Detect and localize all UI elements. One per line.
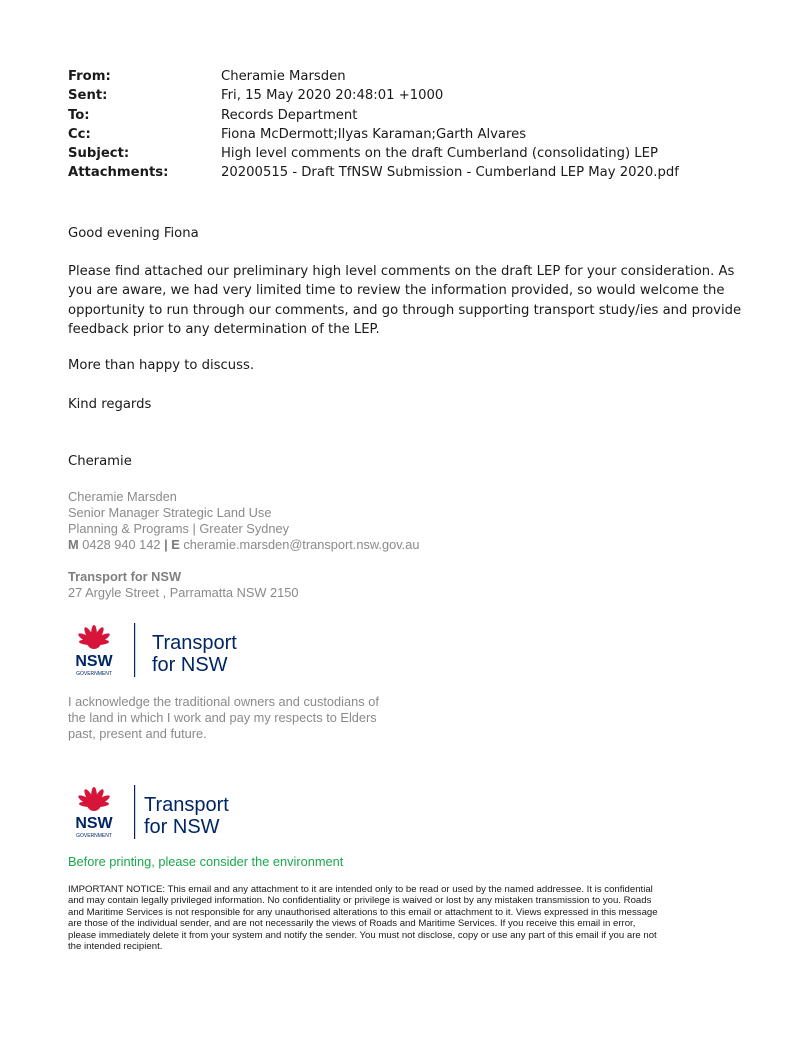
notice-line: and Maritime Services is not responsible for any unauthorised alterations to this email or attachment to it. Views expressed in this message: [68, 906, 658, 918]
signature-division: Planning & Programs | Greater Sydney: [68, 521, 289, 536]
attachment-link[interactable]: 20200515 - Draft TfNSW Submission - Cumberland LEP May 2020.pdf: [221, 165, 679, 181]
mobile-label: M: [68, 537, 79, 552]
header-value: High level comments on the draft Cumberland (consolidating) LEP: [221, 146, 658, 162]
acknowledgement-line: past, present and future.: [68, 726, 207, 741]
signature-name: Cheramie Marsden: [68, 489, 177, 504]
paragraph-line: you are aware, we had very limited time to review the information provided, so would welcome the: [68, 283, 725, 299]
header-value: Cheramie Marsden: [221, 69, 346, 84]
discuss-line: More than happy to discuss.: [68, 358, 255, 373]
header-label: To:: [68, 107, 90, 123]
transport-for-nsw-logo: [66, 617, 256, 681]
notice-line: and may contain legally privileged information. No confidentiality or privilege is waived or lost by any mistaken transmission to you. Roads: [68, 895, 652, 907]
logo-line-2: for NSW: [152, 654, 228, 676]
header-value: Fri, 15 May 2020 20:48:01 +1000: [221, 88, 444, 104]
notice-line: are those of the individual sender, and are not necessarily the views of Roads and Maritime Services. If you receive this email in error,: [68, 918, 636, 930]
email-address[interactable]: cheramie.marsden@transport.nsw.gov.au: [183, 537, 420, 552]
signature-title: Senior Manager Strategic Land Use: [68, 505, 272, 520]
organisation-address: 27 Argyle Street , Parramatta NSW 2150: [68, 585, 299, 600]
header-sent: [68, 86, 679, 105]
notice-line: IMPORTANT NOTICE: This email and any attachment to it are intended only to be read or used by the named addressee. It is confidential: [68, 884, 653, 895]
waratah-icon: [77, 787, 111, 811]
body-paragraph: [68, 262, 758, 339]
header-from: [68, 67, 679, 86]
paragraph-line: feedback prior to any determination of the LEP.: [68, 321, 380, 337]
header-subject: [68, 144, 679, 163]
greeting: Good evening Fiona: [68, 226, 199, 241]
header-label: Subject:: [68, 146, 130, 162]
sender-first-name: Cheramie: [68, 454, 132, 469]
email-headers: [68, 67, 679, 183]
mobile-number: 0428 940 142: [82, 537, 161, 552]
header-to: [68, 106, 679, 125]
logo-line-1: Transport: [144, 794, 229, 816]
notice-line: please immediately delete it from your system and notify the sender. You must not disclose, copy or use any part of this email if you are not: [68, 929, 657, 941]
environment-note: Before printing, please consider the environment: [68, 854, 344, 869]
signature-contact: [68, 537, 419, 553]
email-label: E: [171, 537, 180, 552]
paragraph-line: opportunity to run through our comments, and go through supporting transport study/ies and provide: [68, 302, 742, 318]
important-notice: [68, 884, 736, 952]
acknowledgement-of-country: [68, 694, 428, 742]
nsw-wordmark: NSW: [75, 653, 113, 670]
nsw-wordmark: NSW: [75, 815, 113, 832]
header-label: Cc:: [68, 126, 91, 142]
contact-separator: |: [164, 537, 168, 552]
acknowledgement-line: I acknowledge the traditional owners and custodians of: [68, 694, 379, 709]
logo-divider: [134, 785, 135, 839]
header-label: From:: [68, 69, 111, 84]
header-attachments: [68, 163, 679, 182]
logo-line-1: Transport: [152, 632, 237, 654]
header-value: Fiona McDermott;Ilyas Karaman;Garth Alvares: [221, 126, 527, 142]
organisation-block: [68, 569, 298, 601]
notice-line: the intended recipient.: [68, 941, 163, 953]
government-wordmark: GOVERNMENT: [76, 833, 112, 839]
waratah-icon: [77, 625, 111, 649]
transport-for-nsw-logo: [66, 779, 256, 843]
sign-off: Kind regards: [68, 397, 152, 412]
header-label: Attachments:: [68, 165, 169, 181]
organisation-name: Transport for NSW: [68, 569, 182, 584]
header-cc: [68, 125, 679, 144]
header-value: Records Department: [221, 107, 358, 123]
acknowledgement-line: the land in which I work and pay my respects to Elders: [68, 710, 377, 725]
header-label: Sent:: [68, 88, 108, 104]
logo-divider: [134, 623, 135, 677]
paragraph-line: Please find attached our preliminary high level comments on the draft LEP for your consideration. As: [68, 264, 735, 279]
signature-block: [68, 489, 419, 553]
government-wordmark: GOVERNMENT: [76, 671, 112, 677]
logo-line-2: for NSW: [144, 816, 220, 838]
